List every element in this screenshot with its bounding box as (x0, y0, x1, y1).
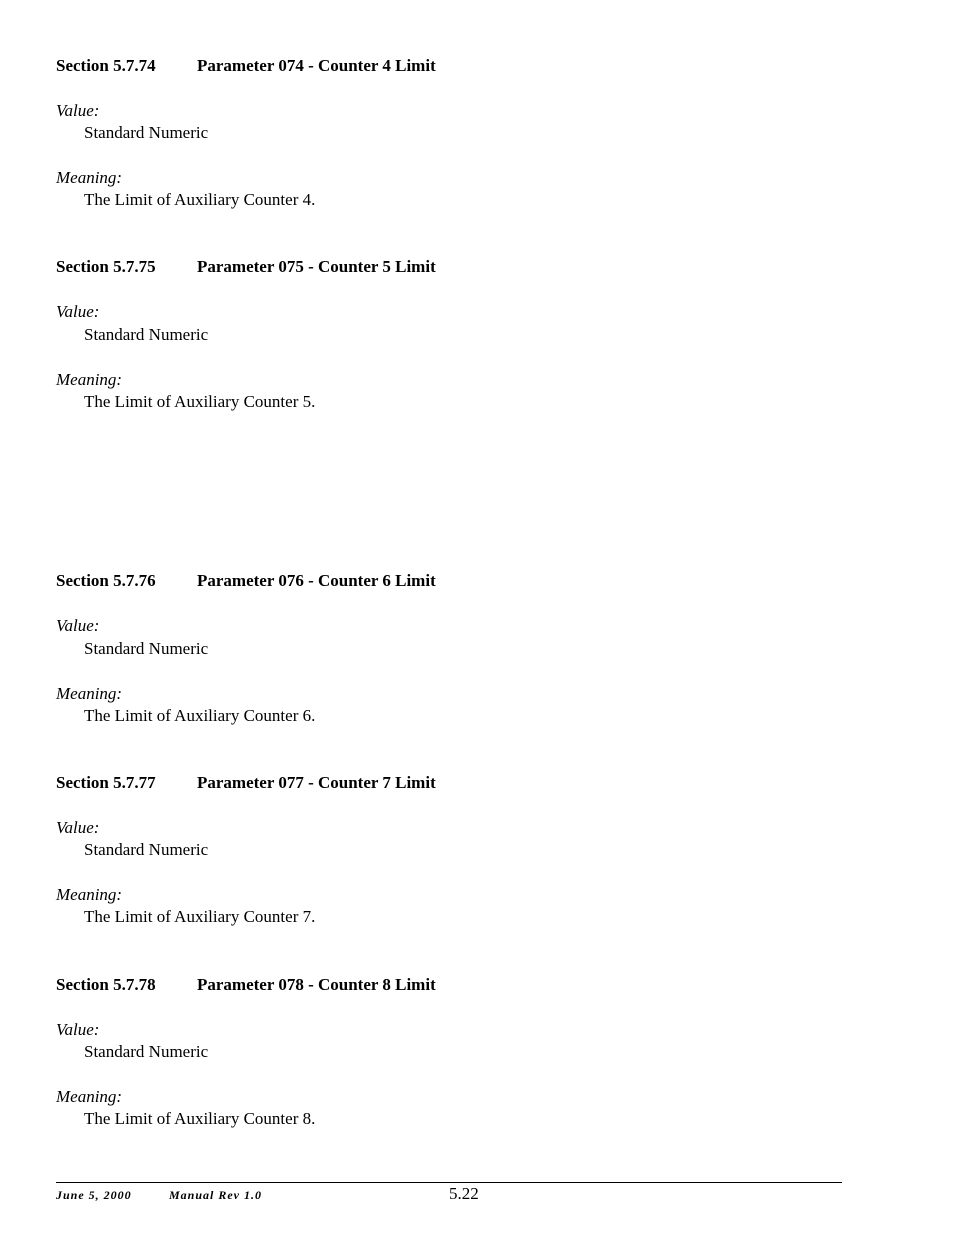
meaning-label: Meaning: (56, 1087, 123, 1106)
section-number: Section 5.7.78 (56, 975, 156, 994)
section-heading (56, 56, 856, 76)
value-label: Value: (56, 101, 100, 120)
section-title: Parameter 074 - Counter 4 Limit (197, 56, 436, 75)
section-078 (56, 975, 856, 1128)
value-label: Value: (56, 616, 100, 635)
value-label: Value: (56, 818, 100, 837)
section-heading (56, 571, 856, 591)
section-075 (56, 257, 856, 411)
section-number: Section 5.7.74 (56, 56, 156, 75)
value-text: Standard Numeric (84, 639, 209, 658)
page-number: 5.22 (449, 1184, 479, 1203)
meaning-label: Meaning: (56, 370, 123, 389)
section-077 (56, 773, 856, 926)
section-title: Parameter 077 - Counter 7 Limit (197, 773, 436, 792)
section-heading (56, 773, 856, 793)
meaning-label: Meaning: (56, 168, 123, 187)
section-076 (56, 571, 856, 725)
meaning-text: The Limit of Auxiliary Counter 7. (84, 907, 316, 926)
footer-revision: Manual Rev 1.0 (169, 1188, 263, 1202)
value-text: Standard Numeric (84, 840, 209, 859)
footer-date: June 5, 2000 (56, 1188, 132, 1202)
section-heading (56, 257, 856, 277)
meaning-label: Meaning: (56, 885, 123, 904)
value-text: Standard Numeric (84, 325, 209, 344)
meaning-text: The Limit of Auxiliary Counter 4. (84, 190, 316, 209)
value-text: Standard Numeric (84, 123, 209, 142)
value-label: Value: (56, 1020, 100, 1039)
section-number: Section 5.7.77 (56, 773, 156, 792)
section-title: Parameter 075 - Counter 5 Limit (197, 257, 436, 276)
value-text: Standard Numeric (84, 1042, 209, 1061)
meaning-text: The Limit of Auxiliary Counter 5. (84, 392, 316, 411)
section-number: Section 5.7.75 (56, 257, 156, 276)
footer-rule (56, 1182, 842, 1183)
meaning-label: Meaning: (56, 684, 123, 703)
section-title: Parameter 078 - Counter 8 Limit (197, 975, 436, 994)
meaning-text: The Limit of Auxiliary Counter 8. (84, 1109, 316, 1128)
section-074 (56, 56, 856, 209)
meaning-text: The Limit of Auxiliary Counter 6. (84, 706, 316, 725)
section-heading (56, 975, 856, 995)
section-title: Parameter 076 - Counter 6 Limit (197, 571, 436, 590)
section-number: Section 5.7.76 (56, 571, 156, 590)
value-label: Value: (56, 302, 100, 321)
